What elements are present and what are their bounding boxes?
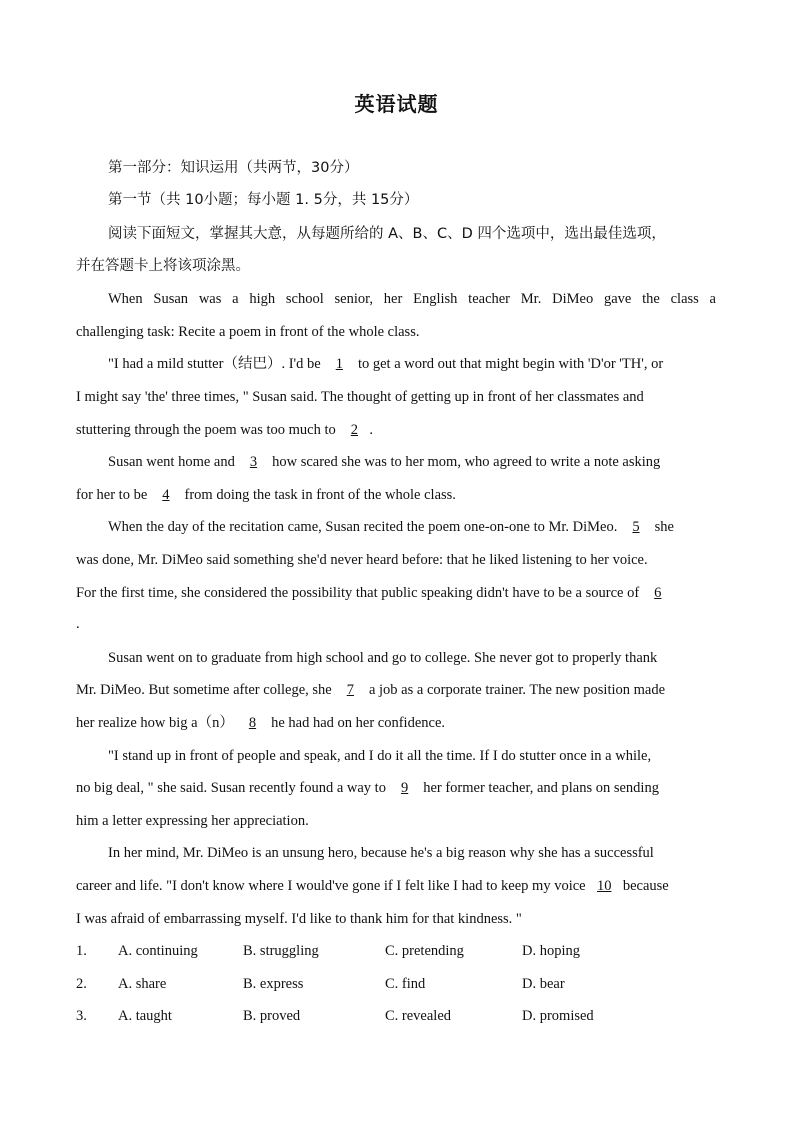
option-c[interactable]: C. revealed: [385, 1008, 452, 1024]
option-b[interactable]: B. proved: [243, 1008, 301, 1024]
passage-line: When Susan was a high school senior, her English teacher Mr. DiMeo gave the class a: [108, 291, 716, 307]
question-row: [76, 1006, 716, 1026]
passage-text: how scared she was to her mom, who agreed to write a note asking: [272, 454, 661, 470]
answer-blank-9: 9: [400, 780, 409, 796]
passage-text: Mr. DiMeo. But sometime after college, she: [76, 682, 332, 698]
passage-text: For the first time, she considered the possibility that public speaking didn't have to be a source of: [76, 585, 640, 601]
part-heading: 第一部分：知识运用（共两节，30分）: [108, 160, 359, 176]
option-d[interactable]: D. hoping: [522, 943, 580, 959]
question-number: 1.: [76, 943, 87, 959]
answer-blank-7: 7: [346, 682, 354, 698]
page-title: 英语试题: [354, 92, 439, 116]
answer-blank-3: 3: [249, 454, 258, 470]
answer-blank-8: 8: [248, 715, 257, 731]
passage-text: no big deal, " she said. Susan recently found a way to: [76, 780, 386, 796]
passage-text: When the day of the recitation came, Susan recited the poem one-on-one to Mr. DiMeo.: [108, 519, 618, 535]
passage-text: her former teacher, and plans on sending: [423, 780, 659, 796]
question-row: [76, 941, 716, 961]
passage-line: "I stand up in front of people and speak, and I do it all the time. If I do stutter once in a while,: [108, 748, 652, 764]
passage-text: he had had on her confidence.: [271, 715, 446, 731]
passage-text: stuttering through the poem was too much to: [76, 422, 336, 438]
option-c[interactable]: C. pretending: [385, 943, 464, 959]
passage-line: challenging task: Recite a poem in front of the whole class.: [76, 324, 420, 340]
passage-line: [76, 713, 716, 733]
passage-line: I was afraid of embarrassing myself. I'd like to thank him for that kindness. ": [76, 911, 522, 927]
passage-text: "I had a mild stutter（结巴）. I'd be: [108, 356, 321, 372]
answer-blank-4: 4: [162, 487, 170, 503]
passage-line: [76, 876, 716, 896]
answer-blank-1: 1: [335, 356, 343, 372]
passage-line: [76, 485, 716, 505]
option-b[interactable]: B. express: [243, 976, 304, 992]
passage-line: [76, 778, 716, 798]
passage-line: Susan went on to graduate from high school and go to college. She never got to properly thank: [108, 650, 658, 666]
passage-line: [76, 583, 716, 603]
option-a[interactable]: A. taught: [118, 1008, 172, 1024]
passage-line: In her mind, Mr. DiMeo is an unsung hero, because he's a big reason why she has a successful: [108, 845, 654, 861]
passage-line: [108, 354, 716, 374]
passage-text: her realize how big a（n）: [76, 715, 234, 731]
passage-text: Susan went home and: [108, 454, 235, 470]
question-number: 2.: [76, 976, 87, 992]
answer-blank-6: 6: [654, 585, 662, 601]
passage-line: [108, 452, 716, 472]
passage-line: [76, 420, 716, 440]
passage-text: she: [654, 519, 674, 535]
option-a[interactable]: A. share: [118, 976, 167, 992]
passage-line: was done, Mr. DiMeo said something she'd never heard before: that he liked listening to her voice.: [76, 552, 648, 568]
passage-text: .: [369, 422, 374, 438]
option-a[interactable]: A. continuing: [118, 943, 198, 959]
instructions-line-1: 阅读下面短文，掌握其大意，从每题所给的 A、B、C、D 四个选项中，选出最佳选项，: [108, 226, 666, 242]
passage-text: to get a word out that might begin with 'D'or 'TH', or: [357, 356, 664, 372]
answer-blank-5: 5: [632, 519, 640, 535]
answer-blank-2: 2: [350, 422, 359, 438]
question-row: [76, 974, 716, 994]
passage-line: I might say 'the' three times, " Susan said. The thought of getting up in front of her classmates and: [76, 389, 644, 405]
passage-text: for her to be: [76, 487, 148, 503]
passage-line: [108, 517, 716, 537]
question-number: 3.: [76, 1008, 87, 1024]
option-b[interactable]: B. struggling: [243, 943, 319, 959]
passage-line: [76, 680, 716, 700]
option-c[interactable]: C. find: [385, 976, 426, 992]
answer-blank-10: 10: [596, 878, 612, 894]
section-heading: 第一节（共 10小题；每小题 1. 5分，共 15分）: [108, 192, 419, 208]
passage-text: from doing the task in front of the whole class.: [184, 487, 456, 503]
passage-text: a job as a corporate trainer. The new position made: [368, 682, 666, 698]
option-d[interactable]: D. promised: [522, 1008, 594, 1024]
passage-text: career and life. "I don't know where I would've gone if I felt like I had to keep my voice: [76, 878, 586, 894]
passage-text: because: [622, 878, 669, 894]
passage-line: him a letter expressing her appreciation.: [76, 813, 309, 829]
passage-line: .: [76, 616, 80, 632]
instructions-line-2: 并在答题卡上将该项涂黑。: [76, 258, 250, 274]
option-d[interactable]: D. bear: [522, 976, 565, 992]
